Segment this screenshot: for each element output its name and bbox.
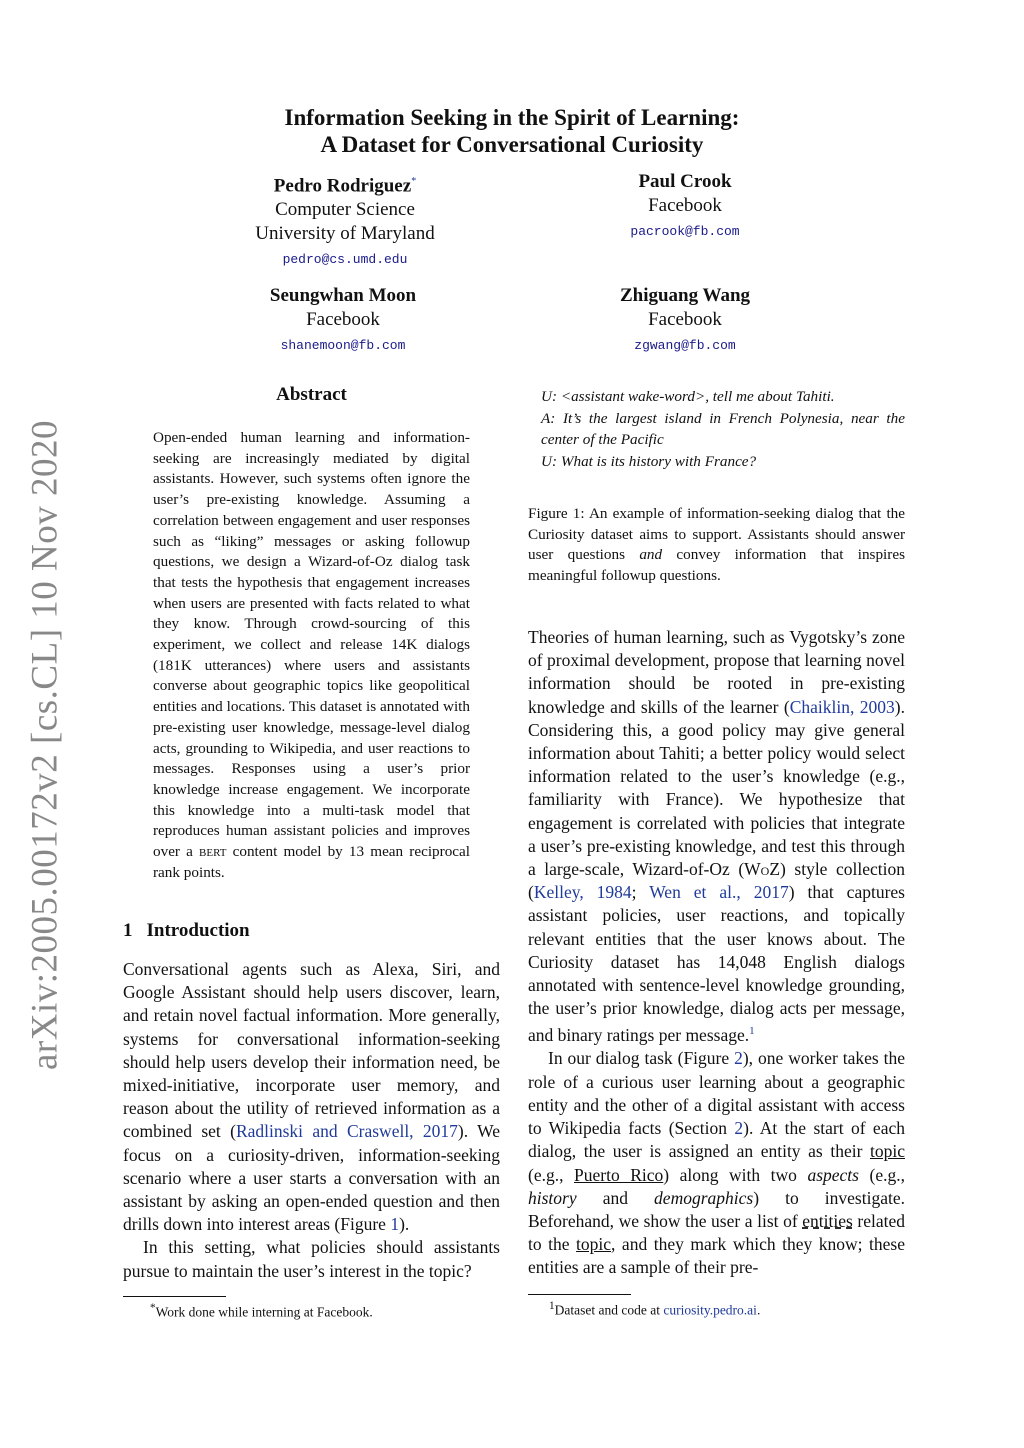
footnote-text: Dataset and code at bbox=[554, 1302, 664, 1318]
title-line-1: Information Seeking in the Spirit of Learning: bbox=[284, 105, 740, 130]
author-block-2 bbox=[535, 170, 835, 246]
paragraph: In this setting, what policies should assistants pursue to maintain the user’s interest in the topic? bbox=[123, 1237, 500, 1281]
emphasis: history bbox=[528, 1187, 577, 1208]
author-block-4 bbox=[535, 284, 835, 360]
woz-term: WoZ bbox=[744, 859, 781, 880]
figure-ref-link[interactable]: 1 bbox=[390, 1214, 400, 1235]
dialog-turn: A: It’s the largest island in French Polynesia, near the center of the Pacific bbox=[541, 409, 905, 448]
entity-example: Puerto Rico bbox=[574, 1164, 664, 1185]
figure-1-caption bbox=[528, 504, 905, 587]
text-run: and bbox=[576, 1187, 655, 1208]
section-number: 1 bbox=[123, 920, 133, 941]
text-run: Figure 1: An example of information-seeking dialog that the Curiosity dataset aims to support. Assistants should answer user questions bbox=[528, 505, 905, 564]
section-ref-link[interactable]: 2 bbox=[734, 1118, 744, 1139]
dialog-example bbox=[541, 386, 905, 472]
right-column-text bbox=[528, 626, 905, 1280]
emphasis: and bbox=[639, 546, 663, 564]
citation-link[interactable]: Chaiklin, 2003 bbox=[789, 696, 895, 717]
text-run: convey information that inspires meaningful followup questions. bbox=[528, 546, 905, 585]
introduction-text bbox=[123, 958, 500, 1283]
dialog-turn: U: <assistant wake-word>, tell me about Tahiti. bbox=[541, 388, 835, 405]
arxiv-identifier: arXiv:2005.00172v2 [cs.CL] 10 Nov 2020 bbox=[24, 420, 66, 1070]
title-line-2: A Dataset for Conversational Curiosity bbox=[320, 132, 704, 157]
footnote-rule bbox=[528, 1294, 631, 1295]
text-run: Theories of human learning, such as Vygotsky’s zone of proximal development, propose that learning novel information should be rooted in pre-existing knowledge and skills of the learner ( bbox=[528, 627, 905, 717]
footnote-left bbox=[150, 1299, 373, 1322]
text-run: Conversational agents such as Alexa, Siri, and Google Assistant should help users discover, learn, and retain novel factual information. More generally, systems for conversational information-seeking should help users develop their information need, be mixed-initiative, incorporate user memory, and reason about the utility of retrieved information as a combined set ( bbox=[123, 959, 500, 1142]
footnote-text: . bbox=[756, 1302, 761, 1318]
text-run: ) that captures assistant policies, user reactions, and topically relevant entities that the user knows about. The Curiosity dataset has 14,048 English dialogs annotated with sentence-level knowledge grounding, the user’s prior knowledge, dialog acts per message, and binary ratings per message. bbox=[528, 882, 905, 1046]
text-run: related to the bbox=[528, 1210, 905, 1255]
author-affiliation: Facebook bbox=[306, 309, 380, 330]
footnote-rule bbox=[123, 1296, 226, 1297]
author-block-1 bbox=[195, 170, 495, 274]
author-name: Paul Crook bbox=[638, 171, 732, 192]
entities-term: entities bbox=[802, 1210, 853, 1231]
text-run: ). bbox=[399, 1214, 410, 1235]
footnote-mark: 1 bbox=[549, 1300, 555, 1312]
abstract-part: content model by 13 mean reciprocal rank points. bbox=[153, 843, 470, 881]
text-run: ; bbox=[631, 882, 650, 903]
figure-ref-link[interactable]: 2 bbox=[734, 1048, 743, 1069]
abstract-part: Open-ended human learning and information-seeking are increasingly mediated by digital assistants. However, such systems often ignore the user’s pre-existing knowledge. Assuming a correlation between engagement and user responses such as “liking” messages or asking followup questions, we design a Wizard-of-Oz dialog task that tests the hypothesis that engagement increases when users are presented with facts related to what they know. Through crowd-sourcing of this experiment, we collect and release 14K dialogs (181K utterances) where users and assistants converse about geographic topics like geopolitical entities and locations. This dataset is annotated with pre-existing user knowledge, message-level dialog acts, grounding to Wikipedia, and user reactions to messages. Responses using a user’s prior knowledge increase engagement. We incorporate this knowledge into a multi-task model that reproduces human assistant policies and improves over a bbox=[153, 429, 470, 861]
text-run: ) style collection ( bbox=[528, 859, 905, 903]
section-heading-introduction bbox=[123, 920, 264, 942]
author-name: Seungwhan Moon bbox=[269, 285, 417, 306]
citation-link[interactable]: Kelley, 1984 bbox=[533, 882, 632, 903]
author-affiliation: University of Maryland bbox=[255, 223, 435, 245]
author-affiliation: Computer Science bbox=[275, 199, 415, 221]
citation-link[interactable]: Radlinski and Craswell, 2017 bbox=[235, 1121, 458, 1142]
dialog-turn: U: What is its history with France? bbox=[541, 452, 757, 470]
text-run: ). Considering this, a good policy may give general information about Tahiti; a better policy would select information related to the user’s knowledge (e.g., familiarity with France). We hypothesize that engagement is correlated with policies that integrate a user’s pre-existing knowledge, and test this through a large-scale, Wizard-of-Oz ( bbox=[528, 696, 905, 880]
emphasis: demographics bbox=[654, 1187, 754, 1208]
footnote-text: Work done while interning at Facebook. bbox=[155, 1304, 373, 1320]
citation-link[interactable]: Wen et al., 2017 bbox=[649, 882, 789, 903]
author-email: pedro@cs.umd.edu bbox=[282, 252, 408, 268]
text-run: , and they mark which they know; these entities are a sample of their pre- bbox=[528, 1234, 905, 1278]
footnote-ref-link[interactable]: 1 bbox=[749, 1025, 755, 1038]
arxiv-sidebar bbox=[15, 420, 75, 1070]
text-run: (e.g., bbox=[858, 1164, 905, 1185]
text-run: ). At the start of each dialog, the user is assigned an entity as their bbox=[528, 1118, 905, 1162]
bert-term: bert bbox=[199, 843, 227, 861]
topic-term: topic bbox=[576, 1234, 612, 1255]
text-run: (e.g., bbox=[528, 1164, 574, 1185]
author-affiliation: Facebook bbox=[648, 309, 722, 330]
author-email: pacrook@fb.com bbox=[630, 224, 740, 239]
paragraph bbox=[123, 958, 500, 1236]
abstract-text bbox=[153, 428, 470, 883]
text-run: ) to investigate. Beforehand, we show the user a list of bbox=[528, 1187, 905, 1231]
text-run: ). We focus on a curiosity-driven, information-seeking scenario where a user starts a conversation with an assistant by asking an open-ended question and then drills down into interest areas (Figure bbox=[123, 1121, 500, 1235]
text-run: ) along with two bbox=[663, 1164, 808, 1185]
section-title: Introduction bbox=[146, 920, 250, 941]
author-affiliation: Facebook bbox=[648, 195, 722, 216]
author-email: shanemoon@fb.com bbox=[280, 338, 406, 353]
author-block-3 bbox=[193, 284, 493, 360]
paragraph bbox=[528, 1047, 905, 1279]
text-run: In our dialog task (Figure bbox=[548, 1048, 735, 1069]
abstract-heading: Abstract bbox=[276, 384, 347, 405]
paragraph bbox=[528, 626, 905, 1047]
author-name: Zhiguang Wang bbox=[619, 285, 751, 306]
author-email: zgwang@fb.com bbox=[634, 338, 736, 353]
topic-term: topic bbox=[870, 1141, 905, 1162]
author-name: Pedro Rodriguez bbox=[273, 175, 412, 197]
footnote-mark: * bbox=[150, 1302, 156, 1314]
paper-title bbox=[0, 104, 1024, 158]
dataset-link[interactable]: curiosity.pedro.ai bbox=[663, 1302, 757, 1318]
text-run: ), one worker takes the role of a curious user learning about a geographic entity and the other of a digital assistant with access to Wikipedia facts (Section bbox=[528, 1048, 905, 1139]
emphasis: aspects bbox=[807, 1164, 859, 1185]
author-footnote-mark: * bbox=[411, 176, 417, 187]
footnote-right bbox=[549, 1297, 760, 1320]
